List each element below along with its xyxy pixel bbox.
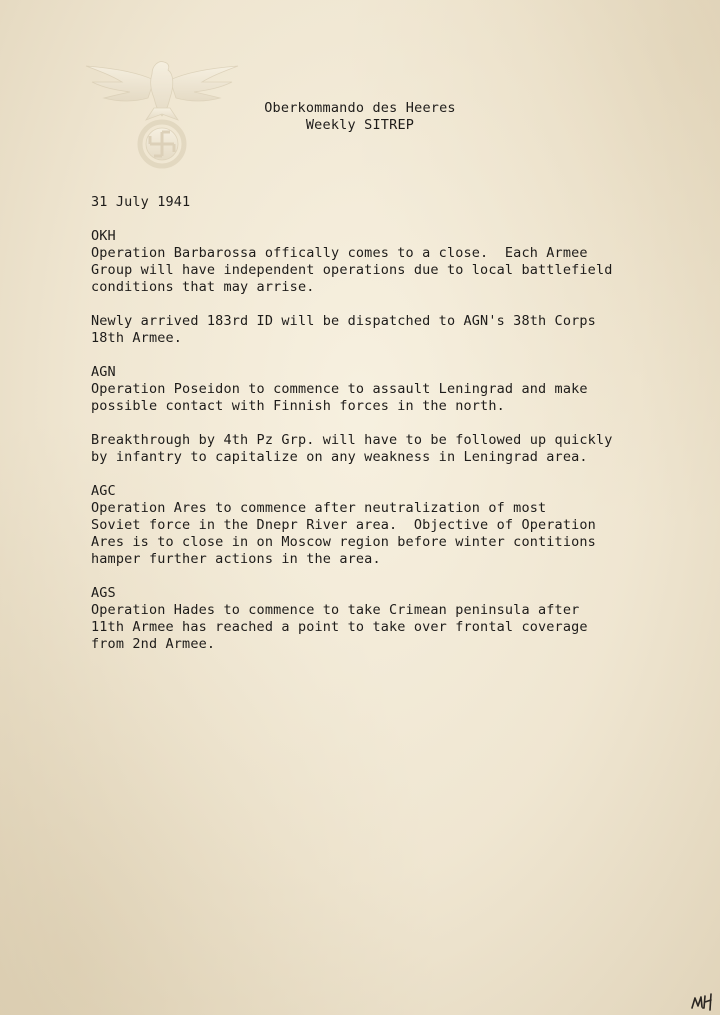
- header-organization: Oberkommando des Heeres: [264, 100, 456, 116]
- text-line: Operation Ares to commence after neutralization of most: [91, 500, 547, 516]
- text-line: Newly arrived 183rd ID will be dispatched to AGN's 38th Corps: [91, 313, 596, 329]
- text-line: Ares is to close in on Moscow region before winter contitions: [91, 534, 596, 550]
- signature-initials: [690, 986, 716, 1012]
- text-line: possible contact with Finnish forces in the north.: [91, 398, 505, 414]
- text-line: hamper further actions in the area.: [91, 551, 381, 567]
- section-heading-ags: AGS: [91, 585, 116, 601]
- text-line: Operation Barbarossa offically comes to a close. Each Armee: [91, 245, 588, 261]
- text-line: 18th Armee.: [91, 330, 183, 346]
- section-heading-agc: AGC: [91, 483, 116, 499]
- report-date: 31 July 1941: [91, 194, 191, 210]
- text-line: Breakthrough by 4th Pz Grp. will have to be followed up quickly: [91, 432, 613, 448]
- text-line: 11th Armee has reached a point to take over frontal coverage: [91, 619, 588, 635]
- report-body: [91, 194, 691, 653]
- text-line: Operation Poseidon to commence to assault Leningrad and make: [91, 381, 588, 397]
- text-line: from 2nd Armee.: [91, 636, 216, 652]
- section-heading-agn: AGN: [91, 364, 116, 380]
- text-line: Soviet force in the Dnepr River area. Objective of Operation: [91, 517, 596, 533]
- text-line: Group will have independent operations due to local battlefield: [91, 262, 613, 278]
- section-heading-okh: OKH: [91, 228, 116, 244]
- letterhead: [200, 100, 520, 134]
- text-line: by infantry to capitalize on any weakness in Leningrad area.: [91, 449, 588, 465]
- header-report-title: Weekly SITREP: [305, 117, 415, 133]
- text-line: conditions that may arrise.: [91, 279, 315, 295]
- text-line: Operation Hades to commence to take Crimean peninsula after: [91, 602, 580, 618]
